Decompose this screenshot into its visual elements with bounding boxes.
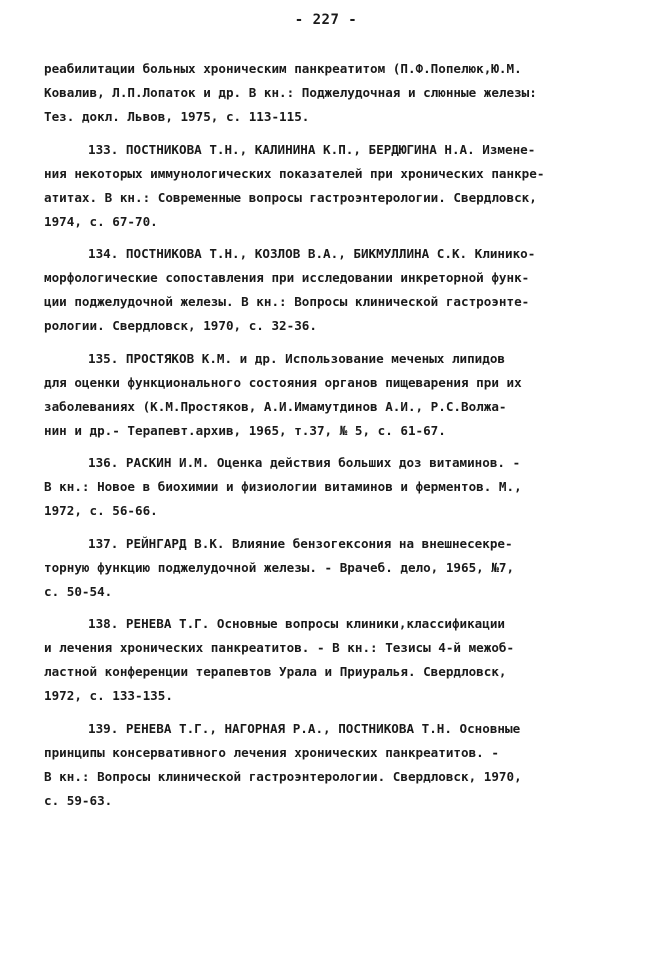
text-line: рологии. Свердловск, 1970, с. 32-36.: [44, 318, 317, 333]
text-line: ния некоторых иммунологических показателей при хронических панкре-: [44, 165, 545, 181]
bibliography-list: [44, 57, 624, 813]
entry-first-line: 133. ПОСТНИКОВА Т.Н., КАЛИНИНА К.П., БЕРДЮГИНА Н.А. Измене-: [88, 141, 536, 157]
text-line: с. 50-54.: [44, 583, 113, 599]
text-line: реабилитации больных хроническим панкреатитом (П.Ф.Попелюк,Ю.М.: [44, 61, 522, 76]
text-line: В кн.: Новое в биохимии и физиологии витаминов и ферментов. М.,: [44, 479, 522, 494]
text-line: и лечения хронических панкреатитов. - В кн.: Тезисы 4-й межоб-: [44, 640, 515, 655]
text-line: ластной конференции терапевтов Урала и Приуралья. Свердловск,: [44, 664, 507, 679]
bibliography-entry-135: [44, 347, 624, 443]
text-line: 1974, с. 67-70.: [44, 213, 158, 229]
text-line: атитах. В кн.: Современные вопросы гастроэнтерологии. Свердловск,: [44, 189, 537, 205]
bibliography-entry-138: [44, 612, 624, 708]
entry-first-line: 136. РАСКИН И.М. Оценка действия больших доз витаминов. -: [88, 455, 521, 470]
entry-first-line: 137. РЕЙНГАРД В.К. Влияние бензогексония на внешнесекре-: [88, 535, 513, 551]
text-line: В кн.: Вопросы клинической гастроэнтерологии. Свердловск, 1970,: [44, 768, 522, 784]
text-line: Ковалив, Л.П.Лопаток и др. В кн.: Поджелудочная и слюнные железы:: [44, 85, 537, 100]
text-line: 1972, с. 133-135.: [44, 688, 173, 703]
text-line: Тез. докл. Львов, 1975, с. 113-115.: [44, 109, 310, 124]
text-line: принципы консервативного лечения хронических панкреатитов. -: [44, 744, 499, 760]
entry-first-line: 139. РЕНЕВА Т.Г., НАГОРНАЯ Р.А., ПОСТНИКОВА Т.Н. Основные: [88, 720, 521, 736]
bibliography-entry-137: [44, 532, 624, 604]
text-line: нин и др.- Терапевт.архив, 1965, т.37, № 5, с. 61-67.: [44, 422, 446, 438]
bibliography-entry-136: [44, 451, 624, 523]
bibliography-entry-139: [44, 717, 624, 813]
text-line: заболеваниях (К.М.Простяков, А.И.Имамутдинов А.И., Р.С.Волжа-: [44, 398, 507, 414]
text-line: ции поджелудочной железы. В кн.: Вопросы клинической гастроэнте-: [44, 294, 530, 309]
entry-first-line: 138. РЕНЕВА Т.Г. Основные вопросы клиники,классификации: [88, 616, 506, 631]
bibliography-entry-134: [44, 242, 624, 338]
bibliography-entry-132-continuation: [44, 57, 624, 129]
text-line: 1972, с. 56-66.: [44, 503, 158, 518]
page-number: - 227 -: [294, 12, 358, 28]
bibliography-entry-133: [44, 138, 624, 234]
entry-first-line: 135. ПРОСТЯКОВ К.М. и др. Использование меченых липидов: [88, 350, 506, 366]
text-line: торную функцию поджелудочной железы. - Врачеб. дело, 1965, №7,: [44, 559, 515, 575]
text-line: с. 59-63.: [44, 792, 113, 808]
entry-first-line: 134. ПОСТНИКОВА Т.Н., КОЗЛОВ В.А., БИКМУЛЛИНА С.К. Клинико-: [88, 246, 536, 261]
text-line: морфологические сопоставления при исследовании инкреторной функ-: [44, 270, 530, 285]
text-line: для оценки функционального состояния органов пищеварения при их: [44, 374, 522, 390]
